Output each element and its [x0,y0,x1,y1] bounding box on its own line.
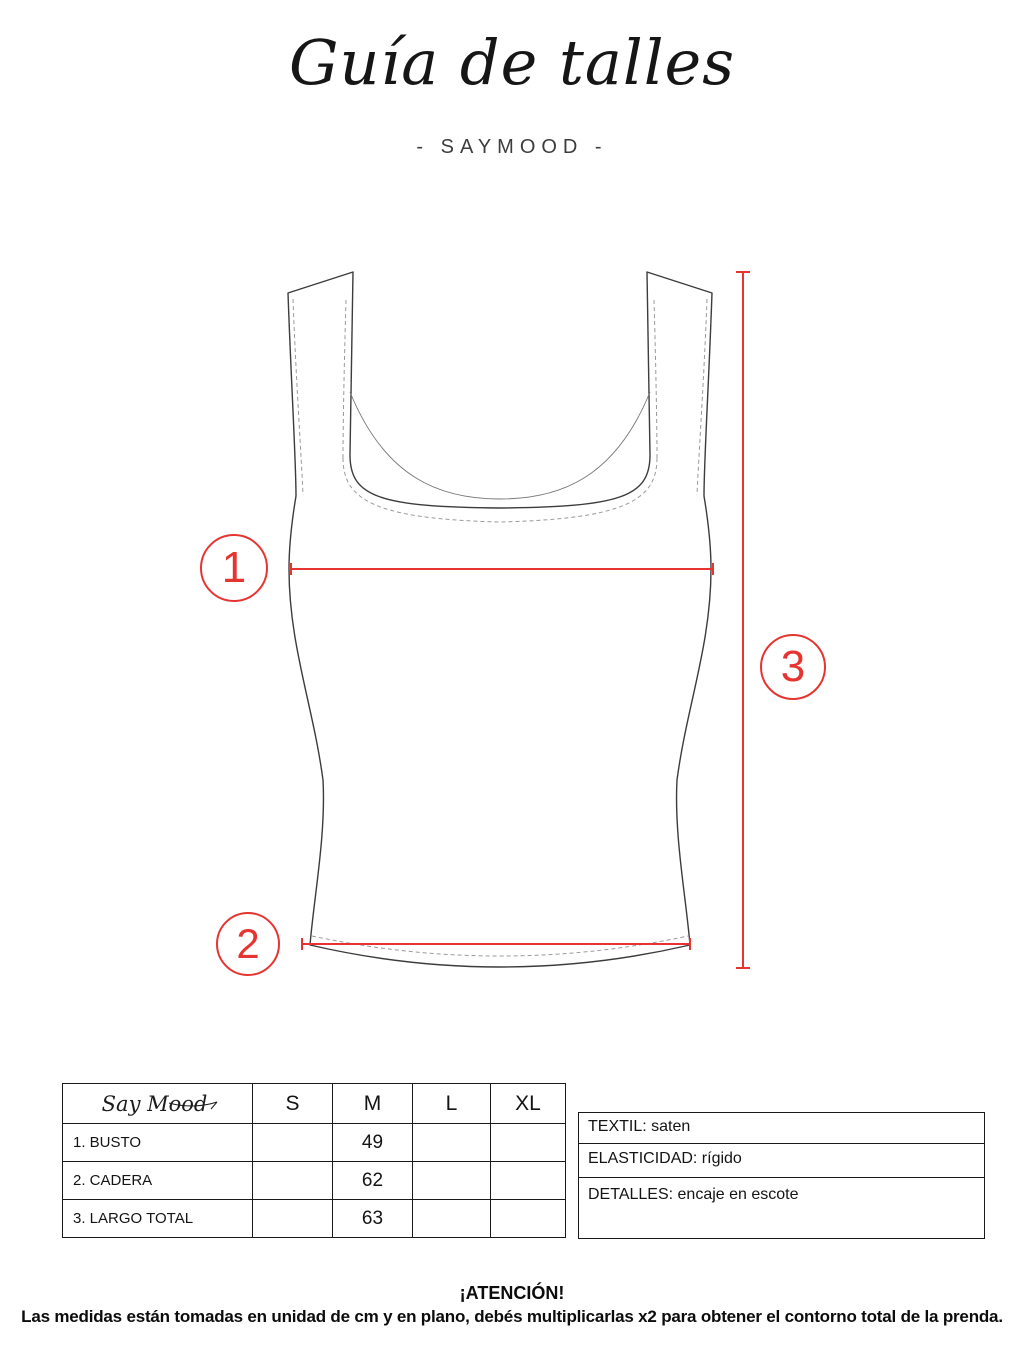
marker-hip-number: 2 [236,920,260,967]
footer-note [0,1283,1024,1327]
table-row-busto [63,1124,566,1162]
marker-length-number: 3 [780,642,806,691]
cadera-xl [491,1162,566,1200]
largo-xl [491,1200,566,1238]
detail-detalles: DETALLES: encaje en escote [588,1186,799,1203]
size-column-xl: XL [491,1084,566,1124]
size-column-s: S [253,1084,333,1124]
page-title: Guía de talles [288,26,736,99]
largo-s [253,1200,333,1238]
marker-hip [216,912,280,976]
table-row-largo-total [63,1200,566,1238]
busto-m: 49 [333,1124,413,1162]
size-column-m: M [333,1084,413,1124]
attention-heading: ¡ATENCIÓN! [459,1283,565,1303]
table-row-cadera [63,1162,566,1200]
marker-bust [200,534,268,602]
fabric-details-box [578,1112,985,1239]
busto-s [253,1124,333,1162]
row-label-busto: 1. BUSTO [63,1124,253,1162]
size-table-header-row [63,1084,566,1124]
marker-bust-number: 1 [221,543,247,592]
brand-signature-cell [63,1084,253,1124]
busto-l [413,1124,491,1162]
back-neckline [350,392,650,499]
length-measure-line [736,272,750,968]
cadera-l [413,1162,491,1200]
brand-signature: Say Mood [101,1091,208,1116]
marker-length [760,634,826,700]
measurement-note: Las medidas están tomadas en unidad de cm y en plano, debés multiplicarlas x2 para obtener el contorno total de la prenda. [21,1307,1003,1326]
detail-elasticidad: ELASTICIDAD: rígido [579,1144,984,1178]
largo-l [413,1200,491,1238]
row-label-cadera: 2. CADERA [63,1162,253,1200]
busto-xl [491,1124,566,1162]
garment-outline [288,272,712,967]
cadera-m: 62 [333,1162,413,1200]
detail-textil: TEXTIL: saten [579,1113,984,1144]
largo-m: 63 [333,1200,413,1238]
size-table [62,1083,566,1238]
row-label-largo-total: 3. LARGO TOTAL [63,1200,253,1238]
size-column-l: L [413,1084,491,1124]
brand-subtitle: - SAYMOOD - [416,136,608,158]
cadera-s [253,1162,333,1200]
